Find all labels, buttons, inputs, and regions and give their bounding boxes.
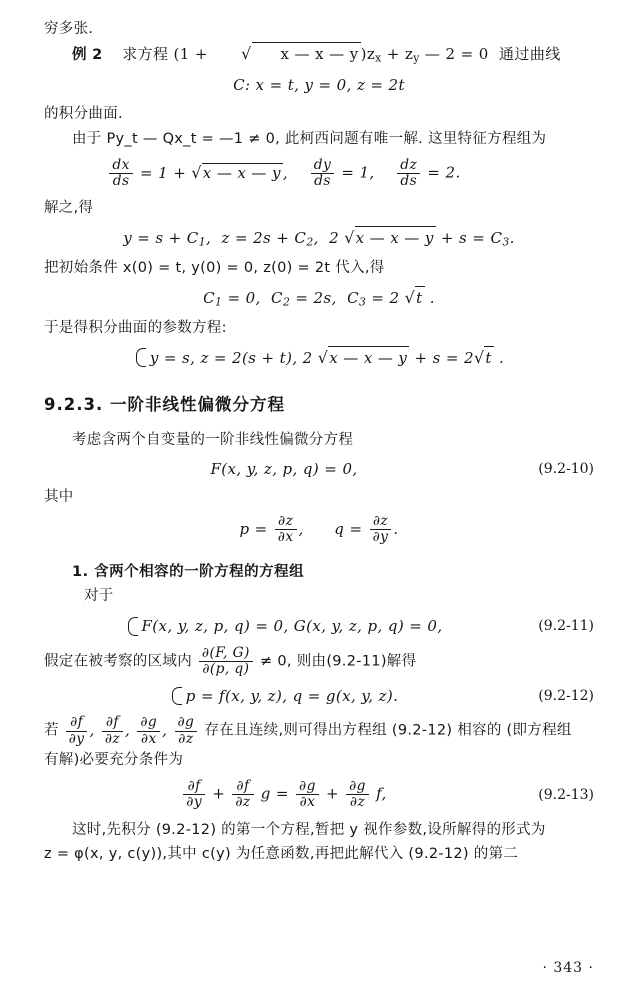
curve-equation: C: x = t, y = 0, z = 2t bbox=[233, 75, 405, 94]
system-9-2-11 bbox=[126, 615, 443, 638]
for-label: 对于 bbox=[84, 587, 114, 604]
compatibility-condition-line-2: 有解)必要充分条件为 bbox=[44, 751, 184, 768]
system-row: p = f(x, y, z), bbox=[185, 686, 288, 705]
dg-dx-fraction-2: $\frac{\partial g}{\partial x}$ bbox=[296, 779, 319, 810]
sqrt-t: √t bbox=[405, 286, 425, 310]
equation-9-2-11-body bbox=[44, 615, 594, 638]
df-dy-fraction: $\frac{\partial f}{\partial y}$ bbox=[66, 715, 88, 746]
p-definition: p = $\frac{\partial z}{\partial x}$ , bbox=[239, 513, 309, 546]
final-paragraph-1: 这时,先积分 (9.2-12) 的第一个方程,暂把 y 视作参数,设所解得的形式为 bbox=[72, 821, 546, 838]
df-dy-fraction-2: $\frac{\partial f}{\partial y}$ bbox=[183, 779, 205, 810]
p-fraction: $\frac{\partial z}{\partial x}$ bbox=[275, 514, 297, 545]
dg-dz-fraction: $\frac{\partial g}{\partial z}$ bbox=[175, 715, 198, 746]
char-eq-2: = 1, bbox=[341, 163, 375, 182]
df-dz-fraction-2: $\frac{\partial f}{\partial z}$ bbox=[232, 779, 253, 810]
sqrt-expression: √ x — x — y bbox=[213, 42, 361, 66]
equation-9-2-10-body: F(x, y, z, p, q) = 0, bbox=[210, 459, 358, 478]
assume-prefix: 假定在被考察的区域内 bbox=[44, 653, 192, 670]
char-eq-1: = 1 + √x — x — y , bbox=[139, 162, 294, 182]
jacobian-fraction-wrap bbox=[197, 644, 260, 677]
char-eq-body bbox=[44, 158, 594, 189]
df-dz-fraction: $\frac{\partial f}{\partial z}$ bbox=[102, 715, 123, 746]
dg-dx-fraction: $\frac{\partial g}{\partial x}$ bbox=[137, 715, 160, 746]
sqrt-expression-4: √x — x — y bbox=[318, 346, 410, 370]
equation-9-2-10 bbox=[44, 460, 594, 478]
example-statement bbox=[44, 42, 594, 67]
equation-number: (9.2-11) bbox=[538, 618, 594, 635]
param-row: y = s, bbox=[149, 348, 196, 367]
sqrt-expression-3: √x — x — y bbox=[344, 226, 436, 250]
system-row: F(x, y, z, p, q) = 0, bbox=[141, 617, 289, 636]
section-heading: 9.2.3. 一阶非线性偏微分方程 bbox=[44, 395, 285, 415]
sqrt-t-2: √t bbox=[474, 346, 494, 370]
cond-fraction-group: $\frac{\partial f}{\partial y}$ , $\frac{\partial f}{\partial z}$ , $\frac{\partial g}{\partial x}$ , $\frac{\partial g}{\partial z}$ bbox=[64, 721, 205, 739]
solve-label: 解之,得 bbox=[44, 200, 94, 217]
jacobian-assumption bbox=[44, 646, 594, 677]
jacobian-fraction: $\frac{\partial(F, G)}{\partial(p, q)}$ bbox=[199, 646, 253, 677]
char-eq-3: = 2. bbox=[427, 163, 461, 182]
top-line: 穷多张. bbox=[44, 21, 94, 37]
param-row: 2 √x — x — y + s = 2√t . bbox=[303, 349, 505, 367]
dx-ds-fraction: $\frac{dx}{ds}$ bbox=[109, 158, 132, 189]
constants-line: $C_1 = 0$, $C_2 = 2s$, $C_3 = 2$ √t . bbox=[203, 287, 435, 309]
example-statement-text: 求方程 (1 + √ x — x — y )$z_x + z_y$ — 2 = 0 通过曲线 bbox=[122, 44, 561, 66]
equation-9-2-11 bbox=[44, 615, 594, 638]
compatibility-condition-line bbox=[44, 715, 594, 746]
equation-9-2-13 bbox=[44, 779, 594, 810]
param-system bbox=[134, 346, 504, 370]
section-intro: 考虑含两个自变量的一阶非线性偏微分方程 bbox=[72, 432, 354, 449]
example-label: 例 2 bbox=[72, 47, 103, 64]
param-system-block bbox=[44, 346, 594, 370]
q-definition: q = $\frac{\partial z}{\partial y}$ . bbox=[334, 513, 399, 546]
equation-number: (9.2-13) bbox=[538, 786, 594, 803]
system-row: q = g(x, y, z). bbox=[292, 686, 399, 705]
equation-number: (9.2-12) bbox=[538, 688, 594, 705]
param-label: 于是得积分曲面的参数方程: bbox=[44, 320, 227, 337]
pq-definition bbox=[44, 514, 594, 545]
system-9-2-12 bbox=[170, 685, 399, 708]
page-number: · 343 · bbox=[542, 960, 594, 976]
equation-9-2-13-body: $\frac{\partial f}{\partial y}$ + $\frac{\partial f}{\partial z}$ g = $\frac{\partial g}{\partial x}$ + $\frac{\partial g}{\partial z}$ f, bbox=[44, 779, 594, 810]
dz-ds-fraction: $\frac{dz}{ds}$ bbox=[397, 158, 420, 189]
cond-suffix: 存在且连续,则可得出方程组 (9.2-12) 相容的 (即方程组 bbox=[204, 723, 572, 740]
sqrt-expression-2: √x — x — y bbox=[191, 162, 281, 182]
subsection-title: 1. 含两个相容的一阶方程的方程组 bbox=[72, 563, 305, 580]
system-row: G(x, y, z, p, q) = 0, bbox=[293, 617, 443, 636]
characteristic-equations bbox=[44, 158, 594, 189]
dy-ds-fraction: $\frac{dy}{ds}$ bbox=[311, 158, 334, 189]
initial-condition-label: 把初始条件 x(0) = t, y(0) = 0, z(0) = 2t 代入,得 bbox=[44, 260, 385, 277]
equation-9-2-12-body bbox=[44, 685, 594, 708]
final-paragraph-2: z = φ(x, y, c(y)),其中 c(y) 为任意函数,再把此解代入 (9.2-12) 的第二 bbox=[44, 846, 519, 863]
equation-number: (9.2-10) bbox=[538, 460, 594, 477]
surface-line: 的积分曲面. bbox=[44, 106, 123, 123]
q-fraction: $\frac{\partial z}{\partial y}$ bbox=[370, 514, 392, 545]
cond-prefix: 若 bbox=[44, 723, 59, 740]
param-row: z = 2(s + t), bbox=[200, 348, 298, 367]
equation-9-2-12 bbox=[44, 685, 594, 708]
dg-dz-fraction-2: $\frac{\partial g}{\partial z}$ bbox=[346, 779, 369, 810]
reason-line: 由于 Py_t — Qx_t = —1 ≠ 0, 此柯西问题有唯一解. 这里特征方程组为 bbox=[72, 130, 547, 147]
solved-line: $y = s + C_1$, $z = 2s + C_2$, 2 √x — x — $y + s = C_3$. bbox=[123, 227, 515, 249]
assume-suffix: ≠ 0, 则由(9.2-11)解得 bbox=[260, 653, 417, 670]
where-label: 其中 bbox=[44, 488, 74, 505]
